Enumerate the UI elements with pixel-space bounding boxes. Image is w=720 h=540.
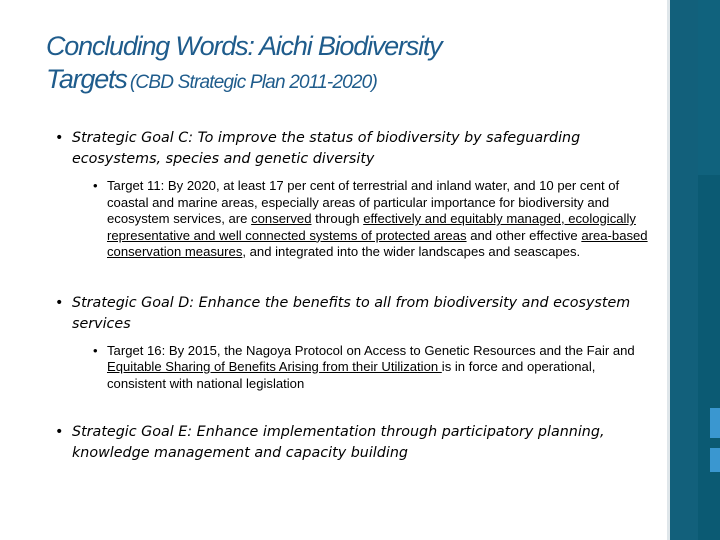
sidebar-accent-square bbox=[710, 448, 720, 472]
target-16-text: : By 2015, the Nagoya Protocol on Access to Genetic Resources and the Fair and bbox=[161, 342, 635, 358]
goal-d bbox=[55, 293, 655, 335]
bullet: • bbox=[93, 342, 98, 358]
target-11 bbox=[93, 178, 655, 261]
target-16-label: Target 16 bbox=[107, 342, 162, 358]
target-11-underlined: effectively and equitably managed, ecologically representative and well connected systems of protected areas bbox=[107, 211, 636, 243]
target-11-text: : By 2020, at least 17 per cent of terrestrial and inland water, and 10 per cent of coastal and marine areas, especially areas of particular importance for biodiversity and ecosystem services, are bbox=[107, 178, 620, 226]
goal-c-text: Strategic Goal C: To improve the status of biodiversity by safeguarding ecosystems, species and genetic diversity bbox=[72, 130, 581, 167]
sidebar-accent-square bbox=[710, 408, 720, 438]
target-16-underlined: Equitable Sharing of Benefits Arising from their Utilization bbox=[107, 359, 442, 374]
target-16-text: is in force and operational, consistent with national legislation bbox=[107, 359, 596, 391]
bullet: • bbox=[55, 130, 64, 146]
target-11-text: and other effective bbox=[466, 227, 582, 243]
title-line-1: Concluding Words: Aichi Biodiversity bbox=[46, 31, 442, 61]
title-line-2 bbox=[46, 63, 656, 100]
title-subtitle: (CBD Strategic Plan 2011-2020) bbox=[129, 72, 377, 93]
bullet: • bbox=[55, 424, 64, 440]
goal-d-text: Strategic Goal D: Enhance the benefits to all from biodiversity and ecosystem services bbox=[72, 294, 631, 332]
target-11-text: , and integrated into the wider landscapes and seascapes. bbox=[242, 244, 581, 259]
sidebar-teal-strip bbox=[670, 0, 698, 540]
target-11-underlined: conserved bbox=[251, 211, 312, 226]
slide-body bbox=[55, 128, 655, 464]
goal-e-text: Strategic Goal E: Enhance implementation through participatory planning, knowledge management and capacity building bbox=[72, 424, 605, 461]
goal-e bbox=[55, 422, 655, 464]
bullet: • bbox=[93, 178, 98, 193]
target-11-label: Target 11 bbox=[107, 178, 161, 193]
target-16 bbox=[93, 343, 655, 393]
target-11-text: through bbox=[311, 211, 364, 226]
goal-c bbox=[55, 128, 655, 170]
slide-title bbox=[46, 30, 656, 100]
title-main: Targets bbox=[46, 64, 127, 94]
bullet: • bbox=[55, 294, 64, 311]
target-11-underlined: area-based conservation measures bbox=[107, 227, 648, 259]
sidebar-accent-strip bbox=[698, 0, 720, 175]
